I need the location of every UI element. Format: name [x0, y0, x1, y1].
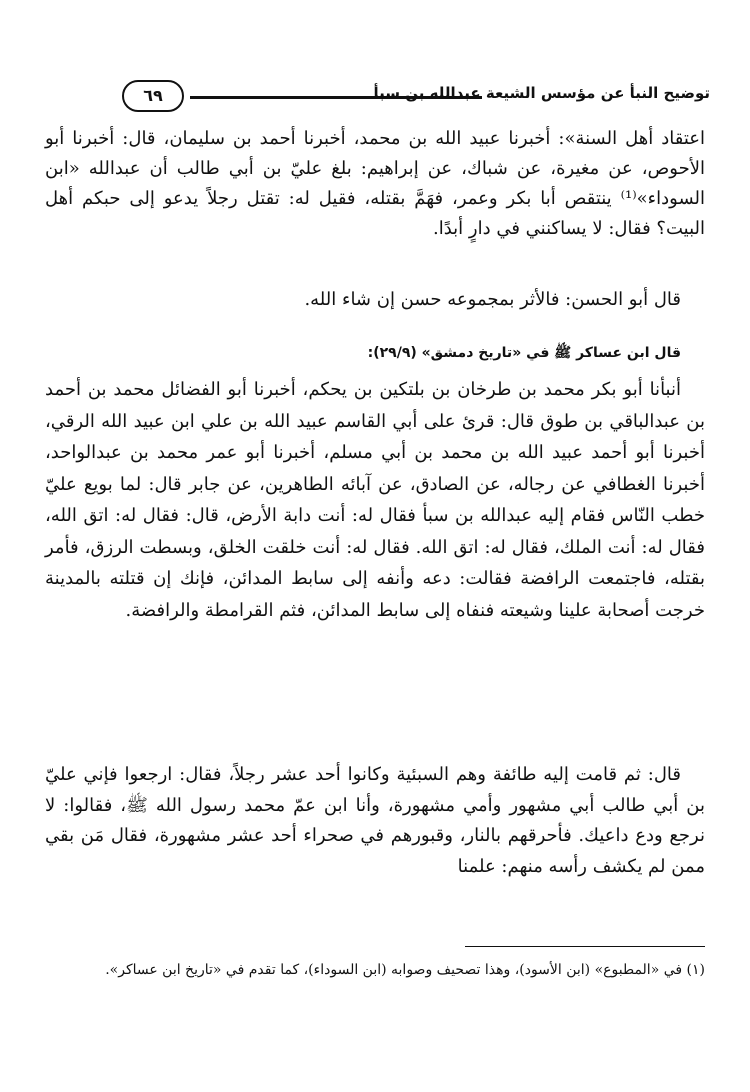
section-heading: قال ابن عساكر ﷺ في «تاريخ دمشق» (٢٩/٩): — [367, 345, 681, 361]
footnote-separator — [465, 946, 705, 947]
running-header — [100, 80, 710, 114]
paragraph-4: قال: ثم قامت إليه طائفة وهم السبئية وكانوا أحد عشر رجلاً، فقال: ارجعوا فإني عليّ بن أبي طالب أبي مشهور وأمي مشهورة، وأنا ابن عمّ محمد رسول الله ﷺ، فقالوا: لا نرجع ودع داعيك. فأحرقهم بالنار، وقبورهم في صحراء أحد عشر مشهورة، فقال مَن بقي ممن لم يكشف رأسه منهم: علمنا — [45, 764, 705, 877]
paragraph-3: أنبأنا أبو بكر محمد بن طرخان بن بلتكين بن يحكم، أخبرنا أبو الفضائل محمد بن أحمد بن عبدالباقي بن طوق قال: قرئ على أبي القاسم عبيد الله بن علي ابن عبيد الله الرقي، أخبرنا أبو أحمد عبيد الله بن محمد بن أبي مسلم، أخبرنا أبو عمر محمد بن عبدالواحد، أخبرنا الغطافي عن رجاله، عن الصادق، عن آبائه الطاهرين، عن جابر قال: لما بويع عليّ خطب النّاس فقام إليه عبدالله بن سبأ فقال له: أنت دابة الأرض، قال: فقال له: اتق الله، فقال له: أنت الملك، فقال له: اتق الله. فقال له: أنت خلقت الخلق، وبسطت الرزق، فأمر بقتله، فاجتمعت الرافضة فقالت: دعه وأنفه إلى سابط المدائن، فإنك إن قتلته بالمدينة خرجت أصحابة علينا وشيعته فنفاه إلى سابط المدائن، فثم القرامطة والرافضة. — [45, 379, 705, 621]
page-number: ٦٩ — [122, 80, 184, 112]
paragraph-2: قال أبو الحسن: فالأثر بمجموعه حسن إن شاء الله. — [304, 289, 681, 310]
header-rule — [190, 96, 482, 99]
header-title: توضيح النبأ عن مؤسس الشيعة عبدالله بن سبأ — [373, 84, 710, 102]
paragraph-1: اعتقاد أهل السنة»: أخبرنا عبيد الله بن محمد، أخبرنا أحمد بن سليمان، قال: أخبرنا أبو الأحوص، عن مغيرة، عن شباك، عن إبراهيم: بلغ عليّ بن أبي طالب أن عبدالله «ابن السوداء»⁽¹⁾ ينتقص أبا بكر وعمر، فهَمَّ بقتله، فقيل له: تقتل رجلاً يدعو إلى حبكم أهل البيت؟ فقال: لا يساكنني في دارٍ أبدًا. — [45, 128, 705, 239]
footnote-1: (١) في «المطبوع» (ابن الأسود)، وهذا تصحيف وصوابه (ابن السوداء)، كما تقدم في «تاريخ ابن عساكر». — [105, 962, 705, 978]
